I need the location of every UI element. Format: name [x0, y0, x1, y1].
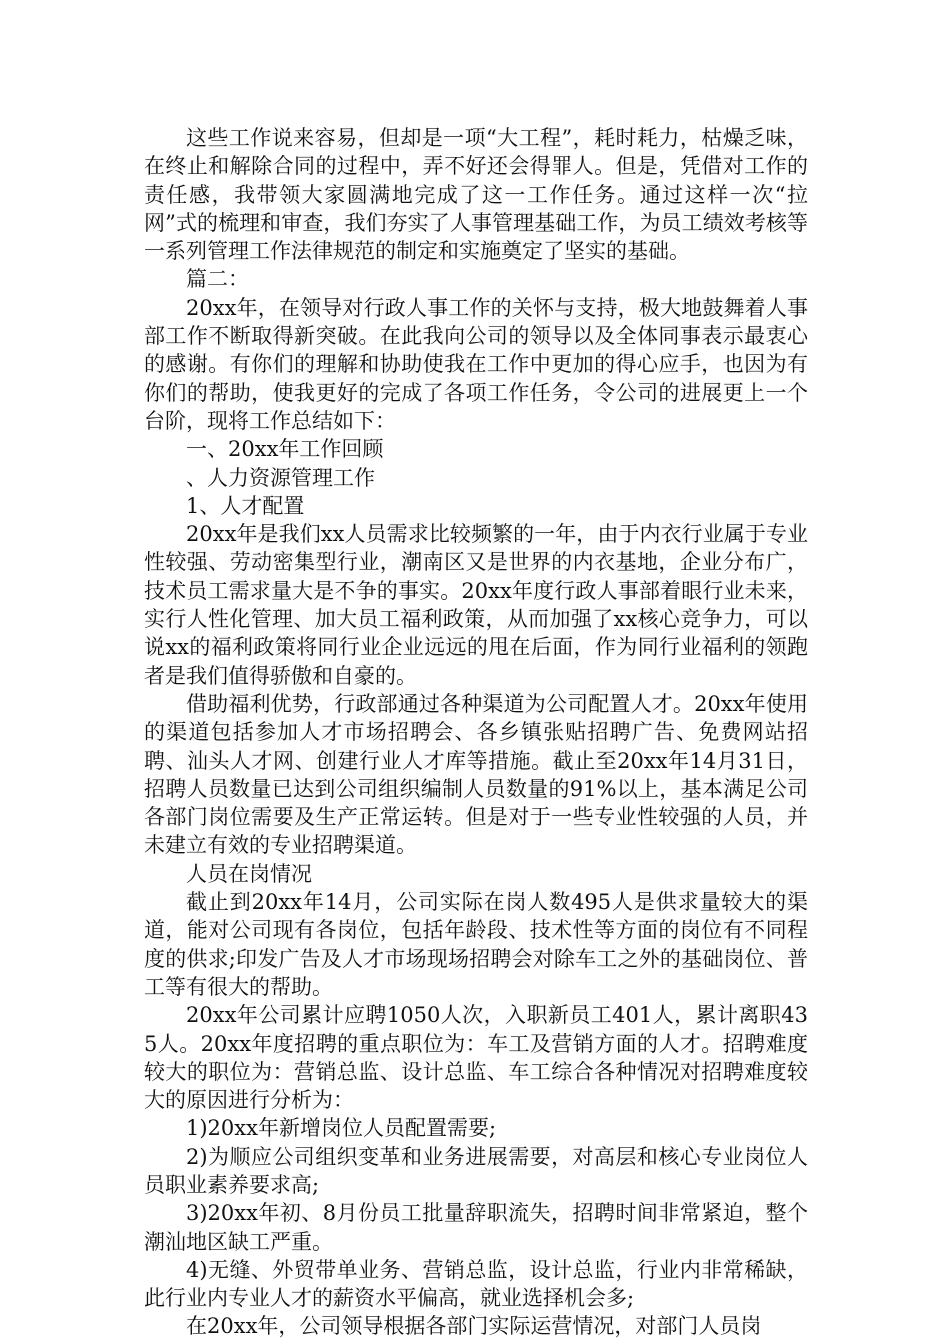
paragraph-recruitment-channels: 借助福利优势，行政部通过各种渠道为公司配置人才。20xx年使用的渠道包括参加人才市场招聘会、各乡镇张贴招聘广告、免费网站招聘、汕头人才网、创建行业人才库等措施。截止至20xx年14月31日，招聘人员数量已达到公司组织编制人员数量的91%以上，基本满足公司各部门岗位需要及生产正常运转。但是对于一些专业性较强的人员，并未建立有效的专业招聘渠道。 [144, 691, 808, 858]
list-item-reason-2: 2)为顺应公司组织变革和业务进展需要，对高层和核心专业岗位人员职业素养要求高; [144, 1144, 808, 1197]
paragraph-staff-on-duty: 截止到20xx年14月，公司实际在岗人数495人是供求量较大的渠道，能对公司现有各岗位，包括年龄段、技术性等方面的岗位有不同程度的供求;印发广告及人才市场现场招聘会对除车工之外的基础岗位、普工等有很大的帮助。 [144, 890, 808, 999]
heading-staff-on-duty: 人员在岗情况 [186, 861, 312, 886]
paragraph-recruitment-statistics: 20xx年公司累计应聘1050人次，入职新员工401人，累计离职435人。20xx年度招聘的重点职位为：车工及营销方面的人才。招聘难度较大的职位为：营销总监、设计总监、车工综合各种情况对招聘难度较大的原因进行分析为： [144, 1003, 808, 1113]
list-item-reason-3: 3)20xx年初、8月份员工批量辞职流失，招聘时间非常紧迫，整个潮汕地区缺工严重。 [144, 1201, 808, 1254]
paragraph-intro-continued: 这些工作说来容易，但却是一项“大工程”，耗时耗力，枯燥乏味，在终止和解除合同的过程中，弄不好还会得罪人。但是，凭借对工作的责任感，我带领大家圆满地完成了这一工作任务。通过这样一次“拉网”式的梳理和审查，我们夯实了人事管理基础工作，为员工绩效考核等一系列管理工作法律规范的制定和实施奠定了坚实的基础。 [144, 126, 808, 264]
document-body [144, 124, 808, 1341]
list-item-reason-4: 4)无缝、外贸带单业务、营销总监，设计总监，行业内非常稀缺，此行业内专业人才的薪资水平偏高，就业选择机会多; [144, 1257, 808, 1311]
heading-talent-allocation: 1、人才配置 [186, 493, 305, 518]
list-item-reason-1: 1)20xx年新增岗位人员配置需要; [186, 1116, 497, 1141]
paragraph-opening: 20xx年，在领导对行政人事工作的关怀与支持，极大地鼓舞着人事部工作不断取得新突破。在此我向公司的领导以及全体同事表示最衷心的感谢。有你们的理解和协助使我在工作中更加的得心应手，也因为有你们的帮助，使我更好的完成了各项工作任务，令公司的进展更上一个台阶，现将工作总结如下： [144, 295, 808, 433]
heading-work-review: 一、20xx年工作回顾 [186, 437, 384, 462]
paragraph-closing-fragment: 在20xx年，公司领导根据各部门实际运营情况，对部门人员岗 [186, 1314, 762, 1339]
heading-hr-management: 、人力资源管理工作 [186, 465, 375, 490]
paragraph-talent-demand: 20xx年是我们xx人员需求比较频繁的一年，由于内衣行业属于专业性较强、劳动密集型行业，潮南区又是世界的内衣基地，企业分布广，技术员工需求量大是不争的事实。20xx年度行政人事部着眼行业未来，实行人性化管理、加大员工福利政策，从而加强了xx核心竞争力，可以说xx的福利政策将同行业企业远远的甩在后面，作为同行业福利的领跑者是我们值得骄傲和自豪的。 [144, 522, 808, 688]
section-heading-part-two: 篇二： [186, 267, 249, 292]
